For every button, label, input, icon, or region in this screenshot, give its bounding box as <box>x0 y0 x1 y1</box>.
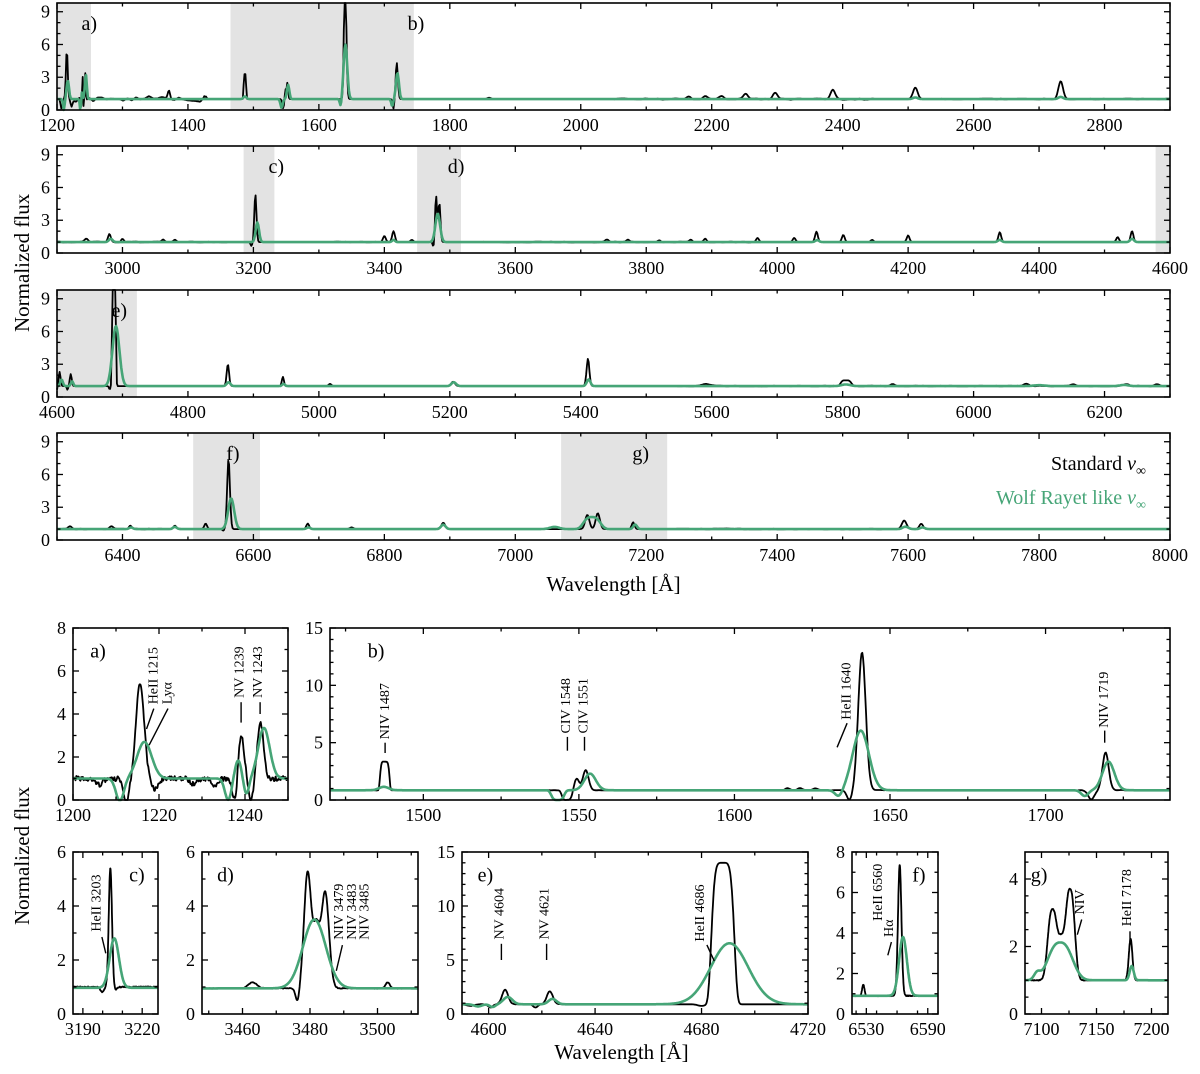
x-tick-label: 2800 <box>1086 115 1123 135</box>
y-tick-label: 5 <box>314 732 323 753</box>
y-tick-label: 0 <box>57 790 66 810</box>
x-tick-label: 3800 <box>628 258 665 278</box>
x-tick-label: 7000 <box>497 545 534 565</box>
x-tick-label: 5600 <box>693 402 730 422</box>
x-tick-label: 7200 <box>1133 1019 1170 1039</box>
y-tick-label: 0 <box>41 100 50 120</box>
y-tick-label: 5 <box>446 950 455 970</box>
standard-vinf-curve <box>57 290 1170 390</box>
y-tick-label: 0 <box>186 1004 195 1024</box>
infinity-subscript: ∞ <box>1136 498 1146 513</box>
y-tick-label: 3 <box>41 354 50 375</box>
x-tick-label: 3400 <box>366 258 403 278</box>
x-tick-label: 4640 <box>577 1019 614 1039</box>
velocity-symbol: v <box>1127 453 1137 475</box>
spectral-line-annotation: NIV 3479 <box>332 883 348 940</box>
y-tick-label: 0 <box>57 1004 66 1024</box>
x-tick-label: 5400 <box>562 402 599 422</box>
spectral-line-annotation: NIV 3485 <box>357 883 373 940</box>
y-tick-label: 0 <box>41 387 50 407</box>
panel-frame <box>57 146 1170 253</box>
x-tick-label: 2400 <box>824 115 861 135</box>
panel-letter: a) <box>90 640 106 663</box>
y-tick-label: 0 <box>836 1004 845 1024</box>
spectral-line-annotation: HeII 3203 <box>89 874 105 932</box>
x-tick-label: 6590 <box>909 1019 946 1039</box>
panel-letter: e) <box>477 864 494 887</box>
y-tick-label: 15 <box>305 618 323 638</box>
y-tick-label: 10 <box>437 896 455 916</box>
standard-vinf-curve <box>57 195 1170 245</box>
standard-vinf-curve <box>462 863 808 1008</box>
zoom-region-shade <box>561 433 667 540</box>
x-tick-label: 3500 <box>359 1019 396 1039</box>
standard-vinf-curve <box>1025 889 1168 981</box>
x-tick-label: 3220 <box>124 1019 161 1039</box>
panel-frame <box>202 852 418 1014</box>
spectral-line-annotation: NV 4621 <box>537 888 553 940</box>
y-tick-label: 4 <box>836 923 845 943</box>
x-tick-label: 3460 <box>224 1019 261 1039</box>
x-tick-label: 1240 <box>227 805 263 825</box>
x-tick-label: 1220 <box>141 805 177 825</box>
y-tick-label: 3 <box>41 210 50 231</box>
standard-vinf-curve <box>330 653 1170 800</box>
wolf-rayet-vinf-curve <box>57 45 1170 110</box>
x-tick-label: 3000 <box>104 258 141 278</box>
x-tick-label: 4800 <box>169 402 206 422</box>
standard-vinf-curve <box>57 3 1170 109</box>
x-axis-label-top: Wavelength [Å] <box>546 572 681 596</box>
x-tick-label: 1600 <box>300 115 337 135</box>
legend-standard-text: Standard <box>1051 453 1128 475</box>
wolf-rayet-vinf-curve <box>57 214 1170 242</box>
y-tick-label: 9 <box>41 144 50 165</box>
y-tick-label: 2 <box>57 950 66 970</box>
y-tick-label: 4 <box>57 704 66 724</box>
spectral-line-annotation: NIV 1719 <box>1096 671 1112 728</box>
panel-letter: g) <box>1030 864 1048 887</box>
panel-zoom-e <box>437 842 826 1039</box>
x-tick-label: 7800 <box>1021 545 1058 565</box>
y-tick-label: 0 <box>1009 1004 1018 1024</box>
x-tick-label: 6200 <box>1086 402 1123 422</box>
panel-letter: g) <box>632 442 650 465</box>
zoom-region-shade <box>231 3 414 110</box>
x-tick-label: 4720 <box>790 1019 826 1039</box>
wolf-rayet-vinf-curve <box>202 920 418 989</box>
wolf-rayet-vinf-curve <box>73 728 288 800</box>
panel-top-3 <box>39 289 1170 422</box>
x-tick-label: 5200 <box>431 402 468 422</box>
x-tick-label: 1700 <box>1027 805 1064 825</box>
spectral-line-annotation: NV 1239 <box>232 646 248 698</box>
panel-letter: b) <box>367 640 385 663</box>
x-tick-label: 6400 <box>104 545 141 565</box>
x-tick-label: 7150 <box>1078 1019 1115 1039</box>
y-tick-label: 2 <box>186 950 195 970</box>
y-tick-label: 4 <box>1009 869 1018 889</box>
y-tick-label: 6 <box>186 842 195 862</box>
wolf-rayet-vinf-curve <box>57 326 1170 386</box>
y-tick-label: 15 <box>437 842 455 862</box>
y-tick-label: 3 <box>41 67 50 88</box>
y-tick-label: 6 <box>41 321 50 342</box>
y-tick-label: 0 <box>446 1004 455 1024</box>
wolf-rayet-vinf-curve <box>330 731 1170 800</box>
x-tick-label: 6000 <box>955 402 992 422</box>
panel-letter: c) <box>129 864 145 887</box>
y-tick-label: 3 <box>41 497 50 518</box>
wolf-rayet-vinf-curve <box>462 943 808 1007</box>
x-tick-label: 1200 <box>39 115 75 135</box>
y-tick-label: 6 <box>41 177 50 198</box>
y-tick-label: 6 <box>57 661 66 681</box>
y-tick-label: 4 <box>186 896 195 916</box>
x-tick-label: 4400 <box>1021 258 1058 278</box>
velocity-symbol: v <box>1127 487 1137 509</box>
y-tick-label: 10 <box>305 675 323 696</box>
annotation-pointer-line <box>336 945 342 971</box>
x-axis-label-bottom: Wavelength [Å] <box>554 1040 689 1064</box>
infinity-subscript: ∞ <box>1136 464 1146 479</box>
x-tick-label: 4680 <box>683 1019 720 1039</box>
x-tick-label: 3200 <box>235 258 272 278</box>
spectral-line-annotation: NV 4604 <box>492 888 508 940</box>
spectral-line-annotation: HeII 4686 <box>693 884 709 942</box>
panel-top-2 <box>41 145 1188 278</box>
x-tick-label: 3600 <box>497 258 534 278</box>
x-tick-label: 1400 <box>169 115 206 135</box>
x-tick-label: 4200 <box>890 258 927 278</box>
annotation-pointer-line <box>888 942 892 955</box>
spectral-line-annotation: NIV <box>1072 889 1088 915</box>
panel-letter: a) <box>81 12 98 35</box>
legend-item-standard <box>996 451 1146 485</box>
legend-wr-text: Wolf Rayet like <box>995 487 1128 509</box>
panel-frame <box>330 628 1170 800</box>
x-tick-label: 1200 <box>55 805 91 825</box>
x-tick-label: 2000 <box>562 115 599 135</box>
spectral-line-annotation: HeII 7178 <box>1120 869 1136 927</box>
x-tick-label: 1650 <box>872 805 908 825</box>
x-tick-label: 3480 <box>292 1019 328 1039</box>
annotation-pointer-line <box>837 723 847 747</box>
y-tick-label: 9 <box>41 431 50 452</box>
panel-letter: f) <box>226 442 240 465</box>
spectral-line-annotation: NIV 1487 <box>378 683 394 740</box>
panel-frame <box>57 290 1170 397</box>
x-tick-label: 7200 <box>628 545 665 565</box>
standard-vinf-curve <box>73 684 288 800</box>
panel-zoom-b <box>305 618 1170 825</box>
x-tick-label: 7400 <box>759 545 796 565</box>
spectral-line-annotation: Hα <box>882 919 897 937</box>
y-tick-label: 2 <box>1009 936 1018 957</box>
x-tick-label: 1800 <box>431 115 468 135</box>
y-tick-label: 6 <box>41 34 50 55</box>
spectral-line-annotation: NIV 3483 <box>344 883 360 940</box>
y-axis-label-bottom: Normalized flux <box>10 786 34 925</box>
panel-letter: e) <box>111 299 128 322</box>
panel-zoom-a <box>55 618 288 825</box>
annotation-pointer-line <box>1077 920 1081 935</box>
y-tick-label: 6 <box>836 882 845 903</box>
annotation-pointer-line <box>147 709 154 729</box>
x-tick-label: 1500 <box>405 805 442 825</box>
y-tick-label: 6 <box>57 842 66 862</box>
x-tick-label: 1600 <box>716 805 753 825</box>
x-tick-label: 4000 <box>759 258 796 278</box>
spectral-line-annotation: HeII 1640 <box>839 662 855 720</box>
x-tick-label: 5800 <box>824 402 861 422</box>
panel-frame <box>462 852 808 1014</box>
x-tick-label: 6800 <box>366 545 403 565</box>
x-tick-label: 8000 <box>1152 545 1188 565</box>
legend-item-wolf-rayet <box>996 485 1146 519</box>
y-tick-label: 4 <box>57 896 66 916</box>
x-tick-label: 4600 <box>39 402 75 422</box>
x-tick-label: 6600 <box>235 545 272 565</box>
spectral-line-annotation: HeII 1215 <box>146 647 162 705</box>
spectral-line-annotation: NV 1243 <box>251 646 267 698</box>
spectral-line-annotation: CIV 1548 <box>559 678 575 734</box>
y-tick-label: 9 <box>41 288 50 309</box>
x-tick-label: 5000 <box>300 402 337 422</box>
zoom-region-shade <box>1156 146 1170 253</box>
panel-frame <box>57 3 1170 110</box>
wolf-rayet-vinf-curve <box>73 938 158 987</box>
x-tick-label: 7600 <box>890 545 927 565</box>
panel-zoom-c <box>57 842 160 1039</box>
y-tick-label: 2 <box>836 963 845 984</box>
y-tick-label: 8 <box>836 842 845 862</box>
x-tick-label: 2600 <box>955 115 992 135</box>
panel-letter: c) <box>268 155 285 178</box>
panel-letter: b) <box>407 12 425 35</box>
y-tick-label: 2 <box>57 747 66 767</box>
y-tick-label: 6 <box>41 464 50 485</box>
panel-zoom-d <box>186 842 418 1039</box>
spectral-line-annotation: CIV 1551 <box>576 678 592 734</box>
x-tick-label: 4600 <box>470 1019 507 1039</box>
annotation-pointer-line <box>102 937 106 953</box>
panel-top-1 <box>39 2 1170 135</box>
panel-zoom-g <box>1009 852 1170 1039</box>
x-tick-label: 7100 <box>1023 1019 1060 1039</box>
x-tick-label: 2200 <box>693 115 730 135</box>
standard-vinf-curve <box>202 871 418 1000</box>
y-tick-label: 0 <box>41 530 50 550</box>
panel-zoom-f <box>836 842 946 1039</box>
spectral-line-annotation: HeII 6560 <box>871 863 887 921</box>
x-tick-label: 3190 <box>64 1019 101 1039</box>
legend <box>996 451 1146 519</box>
spectral-line-annotation: Lyα <box>160 682 176 705</box>
y-tick-label: 9 <box>41 1 50 22</box>
standard-vinf-curve <box>73 869 158 993</box>
y-axis-label-top: Normalized flux <box>10 193 34 332</box>
y-tick-label: 0 <box>314 790 323 810</box>
y-tick-label: 0 <box>41 243 50 263</box>
panel-letter: f) <box>912 864 926 887</box>
x-tick-label: 4600 <box>1152 258 1188 278</box>
y-tick-label: 8 <box>57 618 66 638</box>
panel-letter: d) <box>447 155 465 178</box>
x-tick-label: 6530 <box>848 1019 885 1039</box>
panel-letter: d) <box>217 864 234 887</box>
x-tick-label: 1550 <box>560 805 597 825</box>
